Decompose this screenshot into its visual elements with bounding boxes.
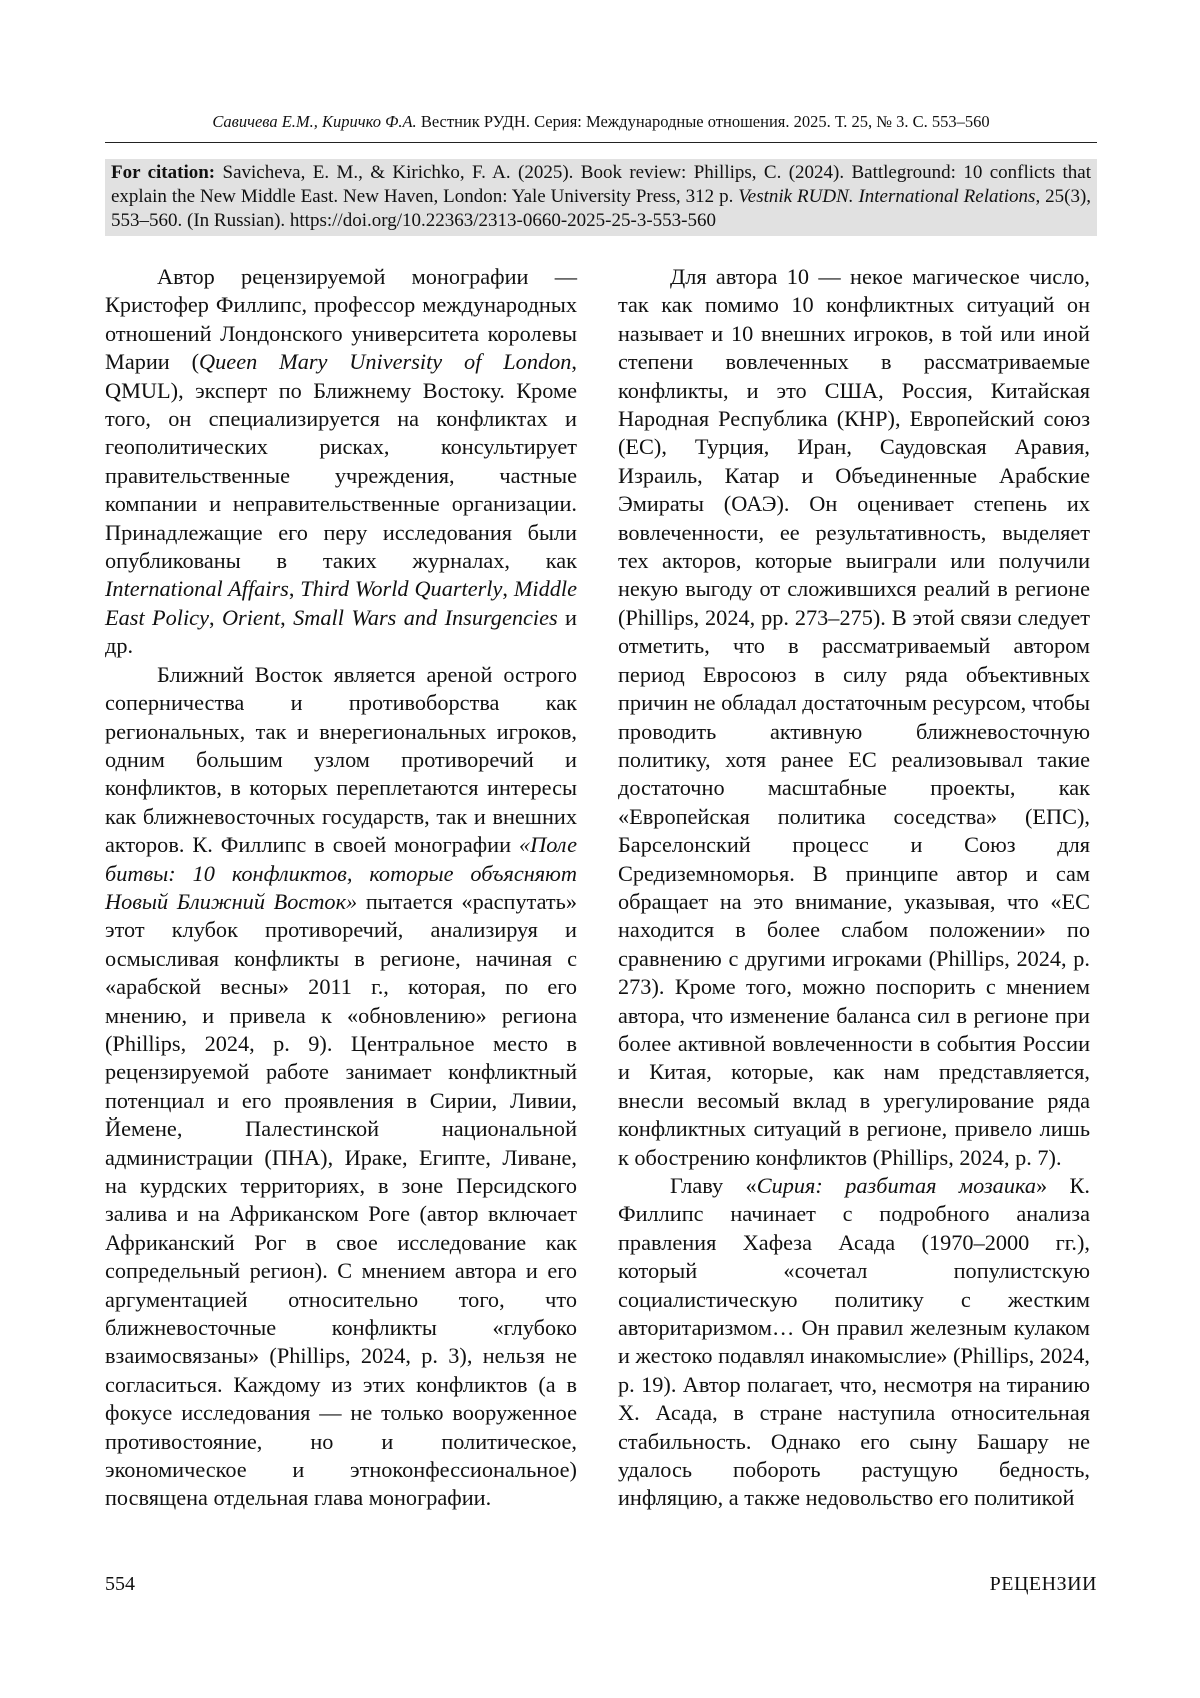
header-journal: Вестник РУДН. Серия: Международные отношения. 2025. Т. 25, № 3. С. 553–560 [420, 112, 990, 131]
university-name: Queen Mary University of London [199, 349, 572, 375]
journal-title: Small Wars and Insurgencies [293, 604, 558, 630]
journal-title: Orient [221, 604, 281, 630]
paragraph: Главу «Сирия: разбитая мозаика» К. Филлипс начинает с подробного анализа правления Хафеза Асада (1970–2000 гг.), который «сочетал популистскую социалистическую политику с жестким авторитаризмом… Он правил железным кулаком и жестоко подавлял инакомыслие» (Phillips, 2024, p. 19). Автор полагает, что, несмотря на тиранию Х. Асада, в стране наступила относительная стабильность. Однако его сыну Башару не удалось побороть растущую бедность, инфляцию, а также недовольство его политикой [618, 1173, 1091, 1511]
book-title: «Поле битвы: 10 конфликтов, которые объясняют Новый Ближний Восток» [105, 832, 577, 914]
journal-title: International Affairs [105, 576, 289, 602]
running-header [105, 112, 1097, 132]
journal-title: Third World Quarterly [300, 576, 503, 602]
header-divider [105, 142, 1097, 143]
right-column [618, 263, 1090, 1513]
citation-journal: Vestnik RUDN. International Relations [738, 186, 1036, 207]
paragraph: Ближний Восток является ареной острого соперничества и противоборства как региональных, так и внерегиональных игроков, одним большим узлом противоречий и конфликтов, в которых переплетаются интересы как ближневосточных государств, так и внешних акторов. К. Филлипс в своей монографии «Поле битвы: 10 конфликтов, которые объясняют Новый Ближний Восток» пытается «распутать» этот клубок противоречий, анализируя и осмысливая конфликты в регионе, начиная с «арабской весны» 2011 г., которая, по его мнению, и привела к «обновлению» региона (Phillips, 2024, p. 9). Центральное место в рецензируемой работе занимает конфликтный потенциал и его проявления в Сирии, Ливии, Йемене, Палестинской национальной администрации (ПНА), Ираке, Египте, Ливане, на курдских территориях, в зоне Персидского залива и на Африканском Роге (автор включает Африканский Рог в свое исследование как сопредельный регион). С мнением автора и его аргументацией относительно того, что ближневосточные конфликты «глубоко взаимосвязаны» (Phillips, 2024, p. 3), нельзя не согласиться. Каждому из этих конфликтов (а в фокусе исследования — не только вооруженное противостояние, но и политическое, экономическое и этноконфессиональное) посвящена отдельная глава монографии. [105, 661, 577, 1511]
page-number: 554 [105, 1573, 135, 1595]
citation-text-end: , 25(3), 553–560. (In Russian). https://doi.org/10.22363/2313-0660-2025-25-3-553-560 [111, 186, 1092, 231]
left-column [105, 263, 577, 1513]
paragraph: Для автора 10 — некое магическое число, так как помимо 10 конфликтных ситуаций он называет и 10 внешних игроков, в той или иной степени вовлеченных в рассматриваемые конфликты, и это США, Россия, Китайская Народная Республика (КНР), Европейский союз (ЕС), Турция, Иран, Саудовская Аравия, Израиль, Катар и Объединенные Арабские Эмираты (ОАЭ). Он оценивает степень их вовлеченности, ее результативность, выделяет тех акторов, которые выиграли или получили некую выгоду от сложившихся реалий в регионе (Phillips, 2024, pp. 273–275). В этой связи следует отметить, что в рассматриваемый автором период Евросоюз в силу ряда объективных причин не обладал достаточным ресурсом, чтобы проводить активную ближневосточную политику, хотя ранее ЕС реализовывал такие достаточно масштабные проекты, как «Европейская политика соседства» (ЕПС), Барселонский процесс и Союз для Средиземноморья. В принципе автор и сам обращает на это внимание, указывая, что «ЕС находится в более слабом положении» по сравнению с другими игроками (Phillips, 2024, p. 273). Кроме того, можно поспорить с мнением автора, что изменение баланса сил в регионе при более активной вовлеченности в события России и Китая, которые, как нам представляется, внесли весомый вклад в урегулирование ряда конфликтных ситуаций в регионе, привело лишь к обострению конфликтов (Phillips, 2024, p. 7). [618, 264, 1090, 1170]
header-authors: Савичева Е.М., Киричко Ф.А. [212, 112, 417, 131]
paragraph: Автор рецензируемой монографии — Кристофер Филлипс, профессор международных отношений Лондонского университета королевы Марии (Queen Mary University of London, QMUL), эксперт по Ближнему Востоку. Кроме того, он специализируется на конфликтах и геополитических рисках, консультирует правительственные учреждения, частные компании и неправительственные организации. Принадлежащие его перу исследования были опубликованы в таких журналах, как International Affairs, Third World Quarterly, Middle East Policy, Orient, Small Wars and Insurgencies и др. [105, 264, 577, 659]
citation-label: For citation: [111, 162, 216, 183]
section-name: РЕЦЕНЗИИ [989, 1573, 1097, 1595]
journal-title: Middle East Policy [105, 576, 577, 630]
chapter-title: Сирия: разбитая мозаика [756, 1173, 1036, 1198]
citation-box [105, 159, 1097, 236]
citation-text: Savicheva, E. M., & Kirichko, F. A. (2025). Book review: Phillips, C. (2024). Battleground: 10 conflicts that explain the New Middle East. New Haven, London: Yale University Press, 312 p. [111, 162, 1092, 207]
